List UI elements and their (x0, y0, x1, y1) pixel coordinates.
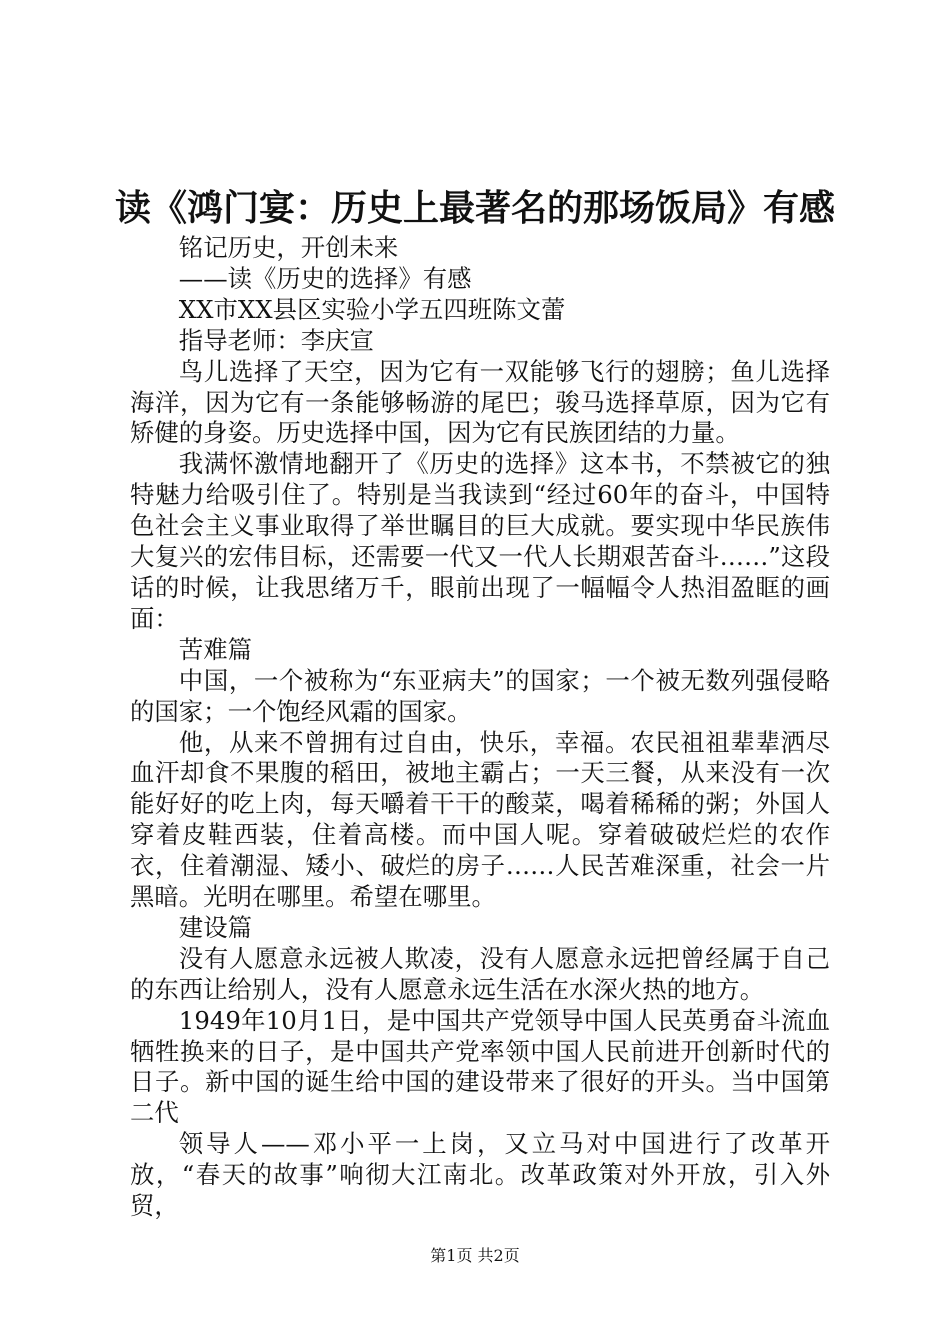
subtitle-line: ——读《历史的选择》有感 (178, 263, 472, 293)
paragraph: 鸟儿选择了天空，因为它有一双能够飞行的翅膀；鱼儿选择海洋，因为它有一条能够畅游的尾巴；骏马选择草原，因为它有矫健的身姿。历史选择中国，因为它有民族团结的力量。 (130, 356, 830, 448)
paragraph: 我满怀激情地翻开了《历史的选择》这本书，不禁被它的独特魅力给吸引住了。特别是当我读到“经过60年的奋斗，中国特色社会主义事业取得了举世瞩目的巨大成就。要实现中华民族伟大复兴的宏伟目标，还需要一代又一代人长期艰苦奋斗……”这段话的时候，让我思绪万千，眼前出现了一幅幅令人热泪盈眶的画面： (130, 449, 830, 633)
page-footer: 第1页 共2页 (430, 1246, 520, 1265)
teacher-line: 指导老师：李庆宣 (178, 325, 374, 355)
section-heading: 苦难篇 (178, 634, 252, 664)
paragraph: 中国，一个被称为“东亚病夫”的国家；一个被无数列强侵略的国家；一个饱经风霜的国家。 (130, 665, 830, 726)
paragraph: 他，从来不曾拥有过自由，快乐，幸福。农民祖祖辈辈洒尽血汗却食不果腹的稻田，被地主霸占；一天三餐，从来没有一次能好好的吃上肉，每天嚼着干干的酸菜，喝着稀稀的粥；外国人穿着皮鞋西装，住着高楼。而中国人呢。穿着破破烂烂的农作衣，住着潮湿、矮小、破烂的房子……人民苦难深重，社会一片黑暗。光明在哪里。希望在哪里。 (130, 727, 830, 912)
document-title: 读《鸿门宴：历史上最著名的那场饭局》有感 (114, 187, 835, 229)
subtitle-line: 铭记历史，开创未来 (178, 233, 399, 262)
paragraph: 1949年10月1日，是中国共产党领导中国人民英勇奋斗流血牺牲换来的日子，是中国共产党率领中国人民前进开创新时代的日子。新中国的诞生给中国的建设带来了很好的开头。当中国第二代 (130, 1005, 830, 1128)
author-line: XX市XX县区实验小学五四班陈文蕾 (178, 294, 566, 324)
document-body (130, 233, 830, 1222)
paragraph: 没有人愿意永远被人欺凌，没有人愿意永远把曾经属于自己的东西让给别人，没有人愿意永远生活在水深火热的地方。 (130, 943, 830, 1004)
paragraph: 领导人——邓小平一上岗，又立马对中国进行了改革开放，“春天的故事”响彻大江南北。改革政策对外开放，引入外贸， (130, 1129, 830, 1221)
section-heading: 建设篇 (178, 912, 252, 942)
